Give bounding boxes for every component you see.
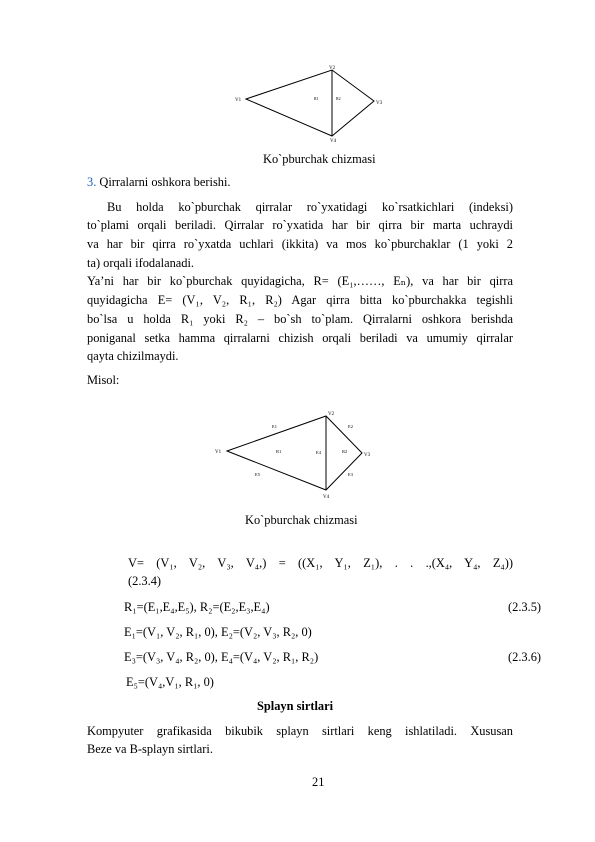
equation-number-2-3-6: (2.3.6): [508, 650, 542, 664]
figure2-vertex-v1: V1: [215, 450, 222, 455]
polygon-figure-2: [210, 406, 370, 502]
section3-heading: [87, 173, 231, 192]
formula-v-line-1: V= (V₁, V₂, V₃, V₄,) = ((X₁, Y₁, Z₁), . . .,(X₄, Y₄, Z₄)): [128, 556, 513, 570]
section3-number: 3.: [87, 175, 97, 189]
figure2-edge-e2: E2: [348, 424, 353, 429]
figure2-caption: Ko`pburchak chizmasi: [245, 513, 358, 527]
formula-r-line: R₁=(E₁,E₄,E₅), R₂=(E₂,E₃,E₄): [124, 600, 270, 614]
paragraph-1-line-4: ta) orqali ifodalanadi.: [87, 256, 194, 270]
page-number: 21: [312, 775, 325, 789]
formula-e-line-2: E₃=(V₃, V₄, R₂, 0), E₄=(V₄, V₂, R₁, R₂): [124, 650, 319, 664]
formula-v-line-2: (2.3.4): [128, 574, 162, 588]
figure1-outline: [246, 70, 374, 136]
figure2-edge-e4: E4: [316, 450, 321, 455]
misol-label: Misol:: [87, 373, 120, 387]
figure1-label-r2: R2: [336, 96, 341, 101]
paragraph-1-line-3: va har bir qirra ro`yxatda uchlari (ikkita) va mos ko`pburchaklar (1 yoki 2: [87, 237, 513, 251]
figure2-region-r2: R2: [342, 449, 348, 454]
final-paragraph-line-2: Beze va B-splayn sirtlari.: [87, 742, 213, 756]
figure1-vertex-v2: V2: [329, 66, 336, 71]
figure2-vertex-v2: V2: [328, 412, 335, 417]
section3-title: Qirralarni oshkora berishi.: [99, 175, 231, 189]
paragraph-2-line-2: quyidagicha E= (V₁, V₂, R₁, R₂) Agar qirra bitta ko`pburchakka tegishli: [87, 293, 513, 307]
paragraph-2-line-4: poniganal setka hamma qirralarni chizish orqali beriladi va umumiy qirralar: [87, 331, 513, 345]
formula-e-line-1: E₁=(V₁, V₂, R₁, 0), E₂=(V₂, V₃, R₂, 0): [124, 625, 312, 639]
figure2-edge-e1: E1: [272, 424, 277, 429]
paragraph-2-line-5: qayta chizilmaydi.: [87, 349, 179, 363]
section-heading-splayn: Splayn sirtlari: [257, 699, 334, 713]
figure1-vertex-v4: V4: [330, 139, 337, 144]
paragraph-2-line-3: bo`lsa u holda R₁ yoki R₂ – bo`sh to`plam. Qirralarni oshkora berishda: [87, 312, 513, 326]
figure2-region-r1: R1: [276, 449, 282, 454]
equation-number-2-3-5: (2.3.5): [508, 600, 542, 614]
paragraph-2-line-1: Ya’ni har bir ko`pburchak quyidagicha, R= (E₁,……, Eₙ), va har bir qirra: [87, 274, 513, 288]
figure1-caption: Ko`pburchak chizmasi: [263, 152, 376, 166]
figure1-label-r1: R1: [314, 96, 319, 101]
formula-e-line-3: E₅=(V₄,V₁, R₁, 0): [126, 675, 214, 689]
figure1-vertex-v3: V3: [376, 101, 383, 106]
paragraph-1-line-2: to`plami orqali beriladi. Qirralar ro`yxatida har bir qirra bir marta uchraydi: [87, 218, 513, 232]
figure2-edge-e5: E5: [255, 472, 260, 477]
figure2-vertex-v3: V3: [364, 453, 370, 458]
polygon-figure-1: [228, 60, 388, 144]
figure2-edge-e3: E3: [348, 472, 353, 477]
paragraph-1-line-1: Bu holda ko`pburchak qirralar ro`yxatidagi ko`rsatkichlari (indeksi): [107, 200, 513, 214]
final-paragraph-line-1: Kompyuter grafikasida bikubik splayn sirtlari keng ishlatiladi. Xususan: [87, 724, 513, 738]
figure2-vertex-v4: V4: [323, 495, 330, 500]
figure1-vertex-v1: V1: [235, 98, 242, 103]
